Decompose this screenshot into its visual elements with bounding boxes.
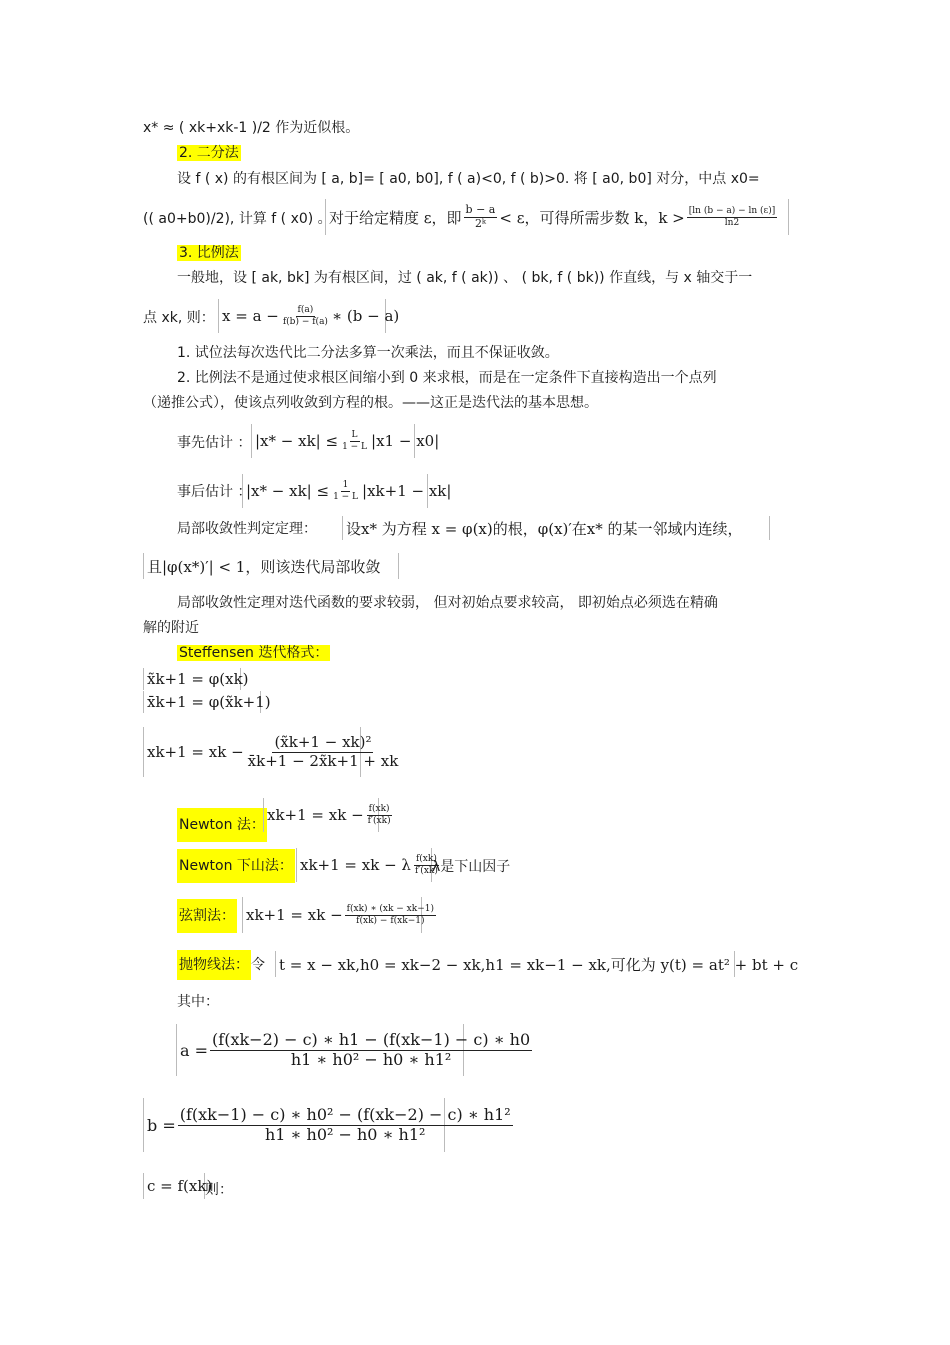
heading-steffensen — [177, 643, 330, 663]
prior-estimate-label: 事先估计 ： — [177, 435, 252, 451]
local-theorem-label: 局部收敛性判定定理： — [177, 521, 317, 537]
proportion-line-1: 一般地，设 [ ak, bk] 为有根区间，过 ( ak, f ( ak)) 、 ( bk, f ( bk)) 作直线，与 x 轴交于一 — [177, 270, 753, 286]
prior-den: 1 − L — [342, 441, 368, 452]
bisection-formula-pre: 对于给定精度 ε，即 — [329, 208, 462, 227]
steffensen-formula-1: x̃k+1 = φ(xk) — [143, 668, 241, 690]
steff3-frac — [246, 734, 401, 770]
regula-post: ∗ (b − a) — [331, 307, 400, 325]
steff3-pre: xk+1 = xk − — [147, 743, 244, 761]
prior-num: L — [351, 430, 358, 441]
newton-num: f(xk) — [368, 804, 390, 815]
b-pre: b = — [147, 1115, 176, 1135]
local-theorem-formula-2: 且|φ(x*)′| < 1，则该迭代局部收敛 — [143, 553, 399, 579]
bisection-den-2: ln2 — [724, 217, 740, 228]
prior-estimate-formula — [251, 424, 440, 458]
heading-newton — [177, 808, 267, 842]
heading-secant — [177, 899, 237, 933]
newton-den: f′(xk) — [367, 815, 391, 826]
where-label: 其中： — [177, 994, 219, 1010]
newton-formula — [263, 798, 391, 832]
parabola-let: 令 — [251, 957, 265, 973]
heading-bisection-text: 2. 二分法 — [179, 145, 239, 161]
down-pre: xk+1 = xk − λ — [300, 856, 411, 874]
bisection-formula — [325, 199, 789, 235]
a-den: h1 ∗ h0² − h0 ∗ h1² — [290, 1049, 452, 1069]
note-line-2: 2. 比例法不是通过使求根区间缩小到 0 来求根，而是在一定条件下直接构造出一个点列 — [177, 370, 717, 386]
down-den: f′(xk) — [414, 865, 438, 876]
secant-pre: xk+1 = xk − — [246, 906, 343, 924]
post-num: 1 — [342, 480, 349, 491]
secant-num: f(xk) ∗ (xk − xk−1) — [346, 904, 434, 915]
regula-den: f(b) − f(a) — [282, 316, 328, 327]
coefficient-b-formula — [143, 1098, 511, 1152]
heading-newton-downhill — [177, 849, 295, 883]
bisection-line-2: (( a0+b0)/2), 计算 f ( x0) 。 — [143, 211, 332, 227]
steffensen-formula-3 — [143, 727, 399, 777]
heading-proportion-text: 3. 比例法 — [179, 245, 239, 261]
proportion-line-2: 点 xk, 则： — [143, 310, 215, 326]
heading-newton-text: Newton 法： — [177, 808, 267, 842]
bisection-num-2: [ln (b − a) − ln (ε)] — [688, 206, 776, 217]
local-remark-line-1: 局部收敛性定理对迭代函数的要求较弱， 但对初始点要求较高， 即初始点必须选在精确 — [177, 595, 718, 611]
bisection-den-1: 2ᵏ — [474, 216, 486, 230]
bisection-frac-1 — [464, 204, 498, 230]
heading-bisection — [177, 143, 241, 163]
secant-formula — [242, 897, 434, 933]
b-den: h1 ∗ h0² − h0 ∗ h1² — [264, 1124, 426, 1144]
heading-proportion — [177, 243, 241, 263]
coefficient-c-formula: c = f(xk) — [143, 1173, 205, 1199]
a-pre: a = — [180, 1040, 209, 1060]
secant-den: f(xk) − f(xk−1) — [356, 915, 425, 926]
note-line-3: （递推公式），使该点列收敛到方程的根。——这正是迭代法的基本思想。 — [143, 395, 598, 411]
prior-pre: |x* − xk| ≤ — [255, 432, 339, 450]
newton-frac — [366, 804, 393, 826]
parabola-formula: t = x − xk,h0 = xk−2 − xk,h1 = xk−1 − xk,可化为 y(t) = at² + bt + c — [275, 951, 735, 977]
heading-steffensen-text: Steffensen 迭代格式： — [179, 645, 329, 661]
steffensen-formula-2: x̄k+1 = φ(x̃k+1) — [143, 691, 261, 713]
regula-pre: x = a − — [222, 307, 279, 325]
b-num: (f(xk−1) − c) ∗ h0² − (f(xk−2) − c) ∗ h1² — [179, 1105, 511, 1125]
approx-root-line: x* ≈ ( xk+xk-1 )/2 作为近似根。 — [143, 120, 360, 136]
bisection-formula-mid: < ε，可得所需步数 k，k > — [499, 208, 685, 227]
then-label: 则： — [205, 1182, 233, 1198]
note-line-1: 1. 试位法每次迭代比二分法多算一次乘法，而且不保证收敛。 — [177, 345, 559, 361]
heading-newton-downhill-text: Newton 下山法： — [177, 849, 295, 883]
regula-num: f(a) — [297, 305, 314, 316]
post-den: 1 − L — [333, 491, 359, 502]
regula-frac — [281, 305, 330, 327]
regula-formula — [218, 299, 400, 333]
secant-frac — [345, 904, 436, 926]
heading-parabola — [177, 950, 265, 980]
b-frac — [178, 1106, 513, 1144]
posterior-estimate-label: 事后估计 ： — [177, 484, 252, 500]
steff3-num: (x̃k+1 − xk)² — [274, 733, 372, 752]
post-pre: |x* − xk| ≤ — [246, 482, 330, 500]
heading-secant-text: 弦割法： — [177, 899, 237, 933]
downhill-factor-text: λ是下山因子 — [432, 859, 511, 875]
local-theorem-formula-1: 设x* 为方程 x = φ(x)的根，φ(x)′在x* 的某一邻域内连续， — [342, 516, 770, 540]
bisection-frac-2 — [687, 206, 777, 228]
local-remark-line-2: 解的附近 — [143, 620, 199, 636]
posterior-estimate-formula — [242, 474, 452, 508]
bisection-num-1: b − a — [465, 202, 496, 216]
down-num: f(xk) — [415, 854, 437, 865]
post-frac — [331, 480, 360, 502]
newton-downhill-formula — [296, 848, 438, 882]
prior-post: |x1 − x0| — [371, 432, 440, 450]
a-frac — [210, 1031, 532, 1069]
newton-pre: xk+1 = xk − — [267, 806, 364, 824]
prior-frac — [340, 430, 369, 452]
steff3-den: x̄k+1 − 2x̃k+1 + xk — [247, 751, 399, 770]
heading-parabola-text: 抛物线法： — [177, 950, 251, 980]
post-post: |xk+1 − xk| — [362, 482, 452, 500]
a-num: (f(xk−2) − c) ∗ h1 − (f(xk−1) − c) ∗ h0 — [212, 1030, 531, 1050]
bisection-line-1: 设 f ( x) 的有根区间为 [ a, b]= [ a0, b0], f ( a)<0, f ( b)>0. 将 [ a0, b0] 对分，中点 x0= — [177, 171, 760, 187]
coefficient-a-formula — [176, 1024, 531, 1076]
